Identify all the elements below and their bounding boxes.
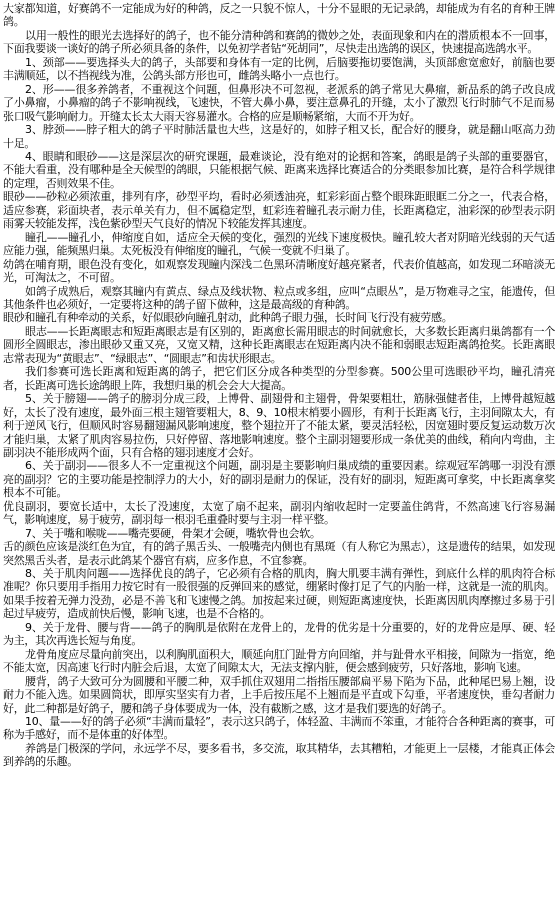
article-paragraph: 养鸽是门极深的学问，永远学不尽，要多看书，多交流，取其精华，去其糟粕，才能更上一层楼，才能真正体会到养鸽的乐趣。 — [3, 741, 555, 769]
article-paragraph: 眼砂——砂粒必须浓重，排列有序，砂型平均，看时必须透油亮，虹彩彩面占整个眼珠距眼眶二分之一，代表合格，适应参赛，彩面块者，表示单关有力，但不属稳定型，虹彩连着瞳孔表示耐力佳，长距离稳定，油彩深的砂型表示阴雨雾天较能发挥，浅色紫砂型天气良好的情况下较能发挥其速度。 — [3, 190, 555, 231]
article-paragraph: 如鸽子成熟后，观察其瞳内有黄点、绿点及线状物、粒点或多组，应叫“点眼丛”，是万物难寻之宝，能遗传，但其他条件也必须好，一定要将这种的鸽子留下做种，这是最高级的育种鸽。 — [3, 284, 555, 311]
article-paragraph: 8、关于肌肉问题——选择优良的鸽子，它必须有合格的肌肉，胸大肌要丰满有弹性，到底什么样的肌肉符合标准呢？你只要用手指用力按它时有一股很强的反弹回来的感觉，绷紧时像打足了气的内胎一样，这就是一流的肌肉。如果手按着无弹力没劲，必是不善飞和飞速慢之鸽。加按起来过硬，则短距离速度快，长距离因肌肉摩擦过多易于引起过早疲劳，造成前快后慢，影响飞速，也是不合格的。 — [3, 567, 555, 621]
article-paragraph: 龙骨角度应尽量向前突出，以利胸肌面积大，顺延向肛门趾骨方向回缩，并与趾骨水平相接，间隙为一指宽，绝不能太宽，因高速飞行时内脏会后退，太宽了间隙太大，无法支撑内脏，便会感到疲劳，只好落地，影响飞速。 — [3, 647, 555, 675]
article-paragraph: 大家都知道，好赛鸽不一定能成为好的种鸽，反之一只貌不惊人，十分不显眼的无记录鸽，却能成为有名的育种王牌鸽。 — [3, 2, 555, 29]
article-paragraph: 7、关于嘴和喉咙——嘴壳要硬，骨架才会硬，嘴软骨也会软。 — [25, 526, 321, 540]
article-paragraph: 4、眼睛和眼砂——这是深层次的研究课题，最难谈论，没有绝对的论据和答案，鸽眼是鸽子头部的重要器官，不能大看重，没有哪种是全天候型的鸽眼，只能根据气候、距离来选择比赛适合的分类眼参加比赛，是符合科学规律的定理，否则效果不佳。 — [3, 149, 555, 190]
article-paragraph: 优良副羽，要宽长适中，太长了没速度，太宽了扇不起来，副羽内缩收起时一定要盖住鸽背，不然高速飞行容易漏气，影响速度，易于疲劳，副羽每一根羽毛重叠时要与主羽一样平整。 — [3, 499, 555, 527]
article-paragraph: 眼志——长距离眼志和短距离眼志是有区别的，距离愈长需用眼志的时间就愈长，大多数长距离归巢鸽都有一个圆形全圆眼志，渗出眼砂又重又亮，又宽又精，这种长距离眼志在短距离内决不能和弱眼志短距离鸽抢奖。长距离眼志常表现为“黄眼志”、“绿眼志”、“圆眼志”和齿状形眼志。 — [3, 324, 555, 365]
article-paragraph: 2、形——很多养鸽者，不重视这个问题，但鼻形决不可忽视，老派系的鸽子常见大鼻瘤，新品系的鸽子改良成了小鼻瘤，小鼻瘤的鸽子不影响视线，飞速快，不管大鼻小鼻，要注意鼻孔的开缝，太小了激烈飞行时肺气不足而易张口吸气影响耐力。开缝太长太大雨天容易灌水。合格的应是顺畅紧缩，大而不开为好。 — [3, 82, 555, 123]
article-paragraph: 1、颈部——要选择头大的鸽子，头部要和身体有一定的比例，后脑要拖切要饱满，头顶部愈宽愈好，前脑也要丰满顺延，以不挡视线为准，公鸽头部方形也可，雌鸽头略小一点也行。 — [3, 55, 555, 83]
article-paragraph: 6、关于副羽——很多人不一定重视这个问题，副羽是主要影响归巢成绩的重要因素。综观冠军鸽哪一羽没有漂亮的副羽？它的主要功能是控制浮力的大小，好的副羽是耐力的保证，没有好的副羽，短距离可拿奖，中长距离拿奖根本不可能。 — [3, 459, 555, 500]
article-paragraph: 10、量——好的鸽子必须“丰满而量轻”，表示这只鸽子，体轻盈、丰满而不笨重，才能符合各种距离的赛事，可称为手感好，而不是体重的好体型。 — [3, 715, 555, 742]
article-paragraph: 眼砂和瞳孔有种牵动的关系，好似眼砂向瞳孔射动，此种鸽子眼力强，长时间飞行没有疲劳感。 — [3, 311, 453, 325]
article-paragraph: 腰背，鸽子大致可分为圆腰和平腰二种，双手抓住双翅用二指指压腰部扁平易下陷为下品，此种尾巴易上翘，设耐力不能入选。如果圆筒状，即厚实坚实有力者，上手后按压尾不上翘而是平直或下勾垂，平者速度快，垂勾者耐力好，此二种都是好鸽子，腰和鸽子身体要成为一体，没有截断之感，这才是我们要选的好鸽子。 — [3, 674, 555, 715]
article-paragraph: 5、关于膀翅——鸽子的膀羽分成三段，上博骨、副翅骨和主翅骨，骨架要粗壮，筋脉强健者佳，上博骨越短越好，太长了没有速度，最外面三根主翅管要粗大，8、9、10根末梢要小圆形，有利于长距离飞行，主羽间隙太大，有利于逆风飞行，但顺风时容易翻翅漏风影响速度，整个翅拉开了不能太紧，要灵活轻松，因宽翅时要反复运动数万次才能归巢，太紧了肌肉容易拉伤，只好停留、落地影响速度。整个主副羽翅要形成一条优美的曲线，稍向内弯曲，主副羽决不能形成两个面，只有合格的翅羽速度才会好。 — [3, 392, 555, 459]
article-paragraph: 3、脖颈——脖子粗大的鸽子平时肺活量也大些，这是好的，如脖子粗又长，配合好的腰身，就是翻山呕高力劲十足。 — [3, 123, 555, 150]
article-paragraph: 瞳孔——瞳孔小，伸缩度自如，适应全天候的变化，强烈的光线下速度极快。瞳孔较大者对阴暗光线弱的天气适应能力强，能频黑归巢。太死板没有伸缩度的瞳孔，气候一变就不归巢了。 — [3, 230, 555, 258]
article-paragraph: 以用一般性的眼光去选择好的鸽子，也不能分清种鸽和赛鸽的微妙之处，表面现象和内在的潜质根本不一回事，下面我要谈一谈好的鸽子所必须具备的条件，以免初学者钻“死胡同”，尽快走出选鸽的误区，快速提高选鸽水平。 — [3, 28, 555, 56]
article-paragraph: 幼鸽在哺育期，眼色没有变化，如观察发现瞳内深浅二色黑环清晰度好越亮紧者，代表价值越高，如发现二环暗淡无光，可淘汰之，不可留。 — [3, 257, 555, 285]
article-paragraph: 我们参赛可选长距离和短距离的鸽子，把它们区分成各种类型的分型参赛。500公里可选眼砂平均，瞳孔清亮者，长距离可选长途鸽眼上阵，我想归巢的机会会大大提高。 — [3, 365, 555, 392]
article-paragraph: 舌的颜色应该是淡红色为宜，有的鸽子黑舌头、一般嘴壳内侧也有黑斑（有人称它为黑志），这是遗传的结果，如发现突然黑舌头者，是表示此鸽某个器官有病，应多作息，不宜参赛。 — [3, 540, 555, 567]
article-paragraph: 9、关于龙骨、腰与背——鸽子的胸肌是依附在龙骨上的，龙骨的优劣是十分重要的，好的龙骨应是厚、硬、轻为主，其次再选长短与角度。 — [3, 620, 555, 648]
